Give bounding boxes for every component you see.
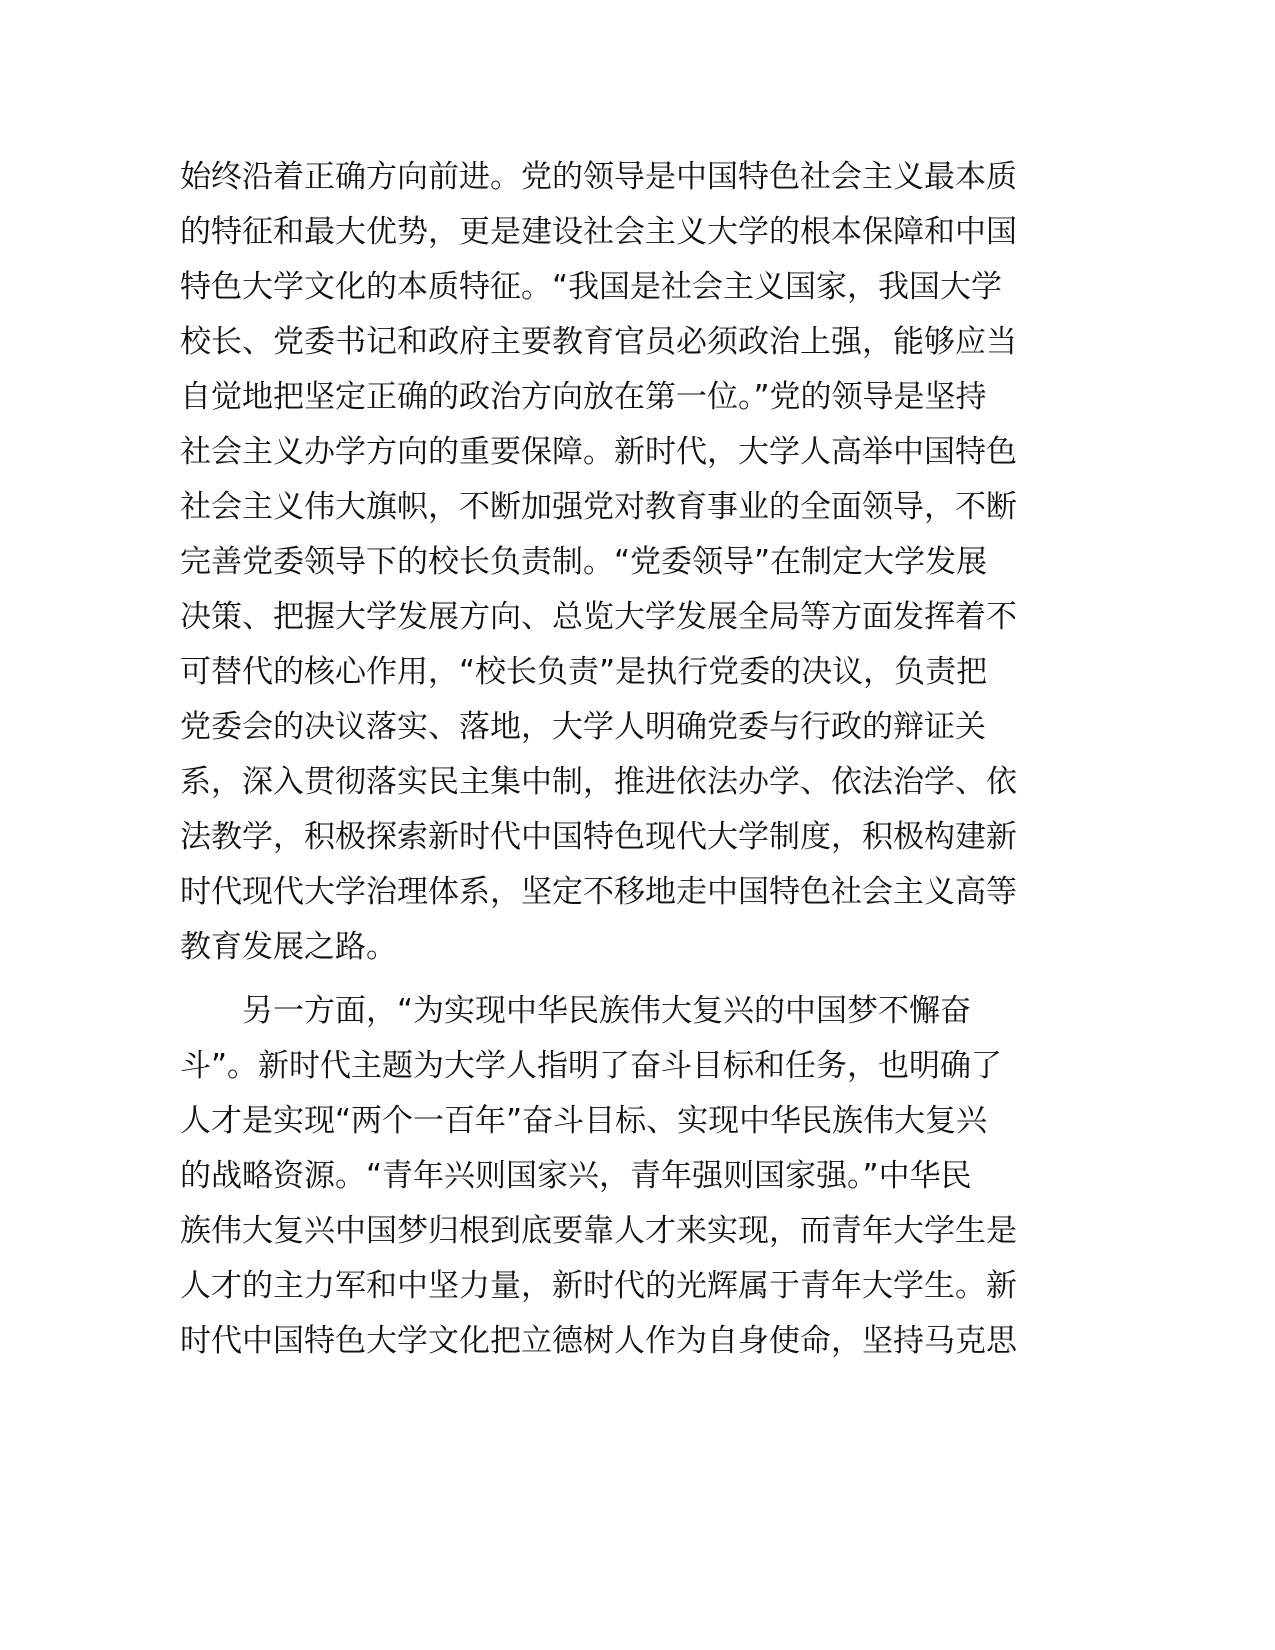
- paragraph-2: [180, 984, 1040, 1369]
- text-line: 决策、把握大学发展方向、总览大学发展全局等方面发挥着不: [180, 599, 1017, 635]
- text-line: 人才是实现“两个一百年”奋斗目标、实现中华民族伟大复兴: [180, 1103, 988, 1139]
- text-line: 完善党委领导下的校长负责制。“党委领导”在制定大学发展: [180, 544, 988, 580]
- text-line: 人才的主力军和中坚力量，新时代的光辉属于青年大学生。新: [180, 1268, 1017, 1304]
- text-line: 系，深入贯彻落实民主集中制，推进依法办学、依法治学、依: [180, 764, 1017, 800]
- text-line: 法教学，积极探索新时代中国特色现代大学制度，积极构建新: [180, 819, 1017, 855]
- body-text: [180, 150, 1040, 1369]
- text-line: 校长、党委书记和政府主要教育官员必须政治上强，能够应当: [180, 324, 1017, 360]
- text-line: 自觉地把坚定正确的政治方向放在第一位。”党的领导是坚持: [180, 379, 987, 415]
- text-line: 另一方面，“为实现中华民族伟大复兴的中国梦不懈奋: [180, 993, 972, 1029]
- text-line: 时代中国特色大学文化把立德树人作为自身使命，坚持马克思: [180, 1323, 1017, 1359]
- paragraph-1: [180, 150, 1040, 975]
- text-line: 社会主义伟大旗帜，不断加强党对教育事业的全面领导，不断: [180, 489, 1017, 525]
- text-line: 特色大学文化的本质特征。“我国是社会主义国家，我国大学: [180, 269, 1003, 305]
- text-line: 可替代的核心作用，“校长负责”是执行党委的决议，负责把: [180, 654, 988, 690]
- text-line: 的特征和最大优势，更是建设社会主义大学的根本保障和中国: [180, 214, 1017, 250]
- text-line: 教育发展之路。: [180, 929, 397, 965]
- text-line: 社会主义办学方向的重要保障。新时代，大学人高举中国特色: [180, 434, 1017, 470]
- text-line: 族伟大复兴中国梦归根到底要靠人才来实现，而青年大学生是: [180, 1213, 1017, 1249]
- text-line: 党委会的决议落实、落地，大学人明确党委与行政的辩证关: [180, 709, 986, 745]
- text-line: 始终沿着正确方向前进。党的领导是中国特色社会主义最本质: [180, 159, 1017, 195]
- text-line: 斗”。新时代主题为大学人指明了奋斗目标和任务，也明确了: [180, 1048, 1003, 1084]
- text-line: 时代现代大学治理体系，坚定不移地走中国特色社会主义高等: [180, 874, 1017, 910]
- paragraph-spacing: [180, 975, 1040, 984]
- text-line: 的战略资源。“青年兴则国家兴，青年强则国家强。”中华民: [180, 1158, 972, 1194]
